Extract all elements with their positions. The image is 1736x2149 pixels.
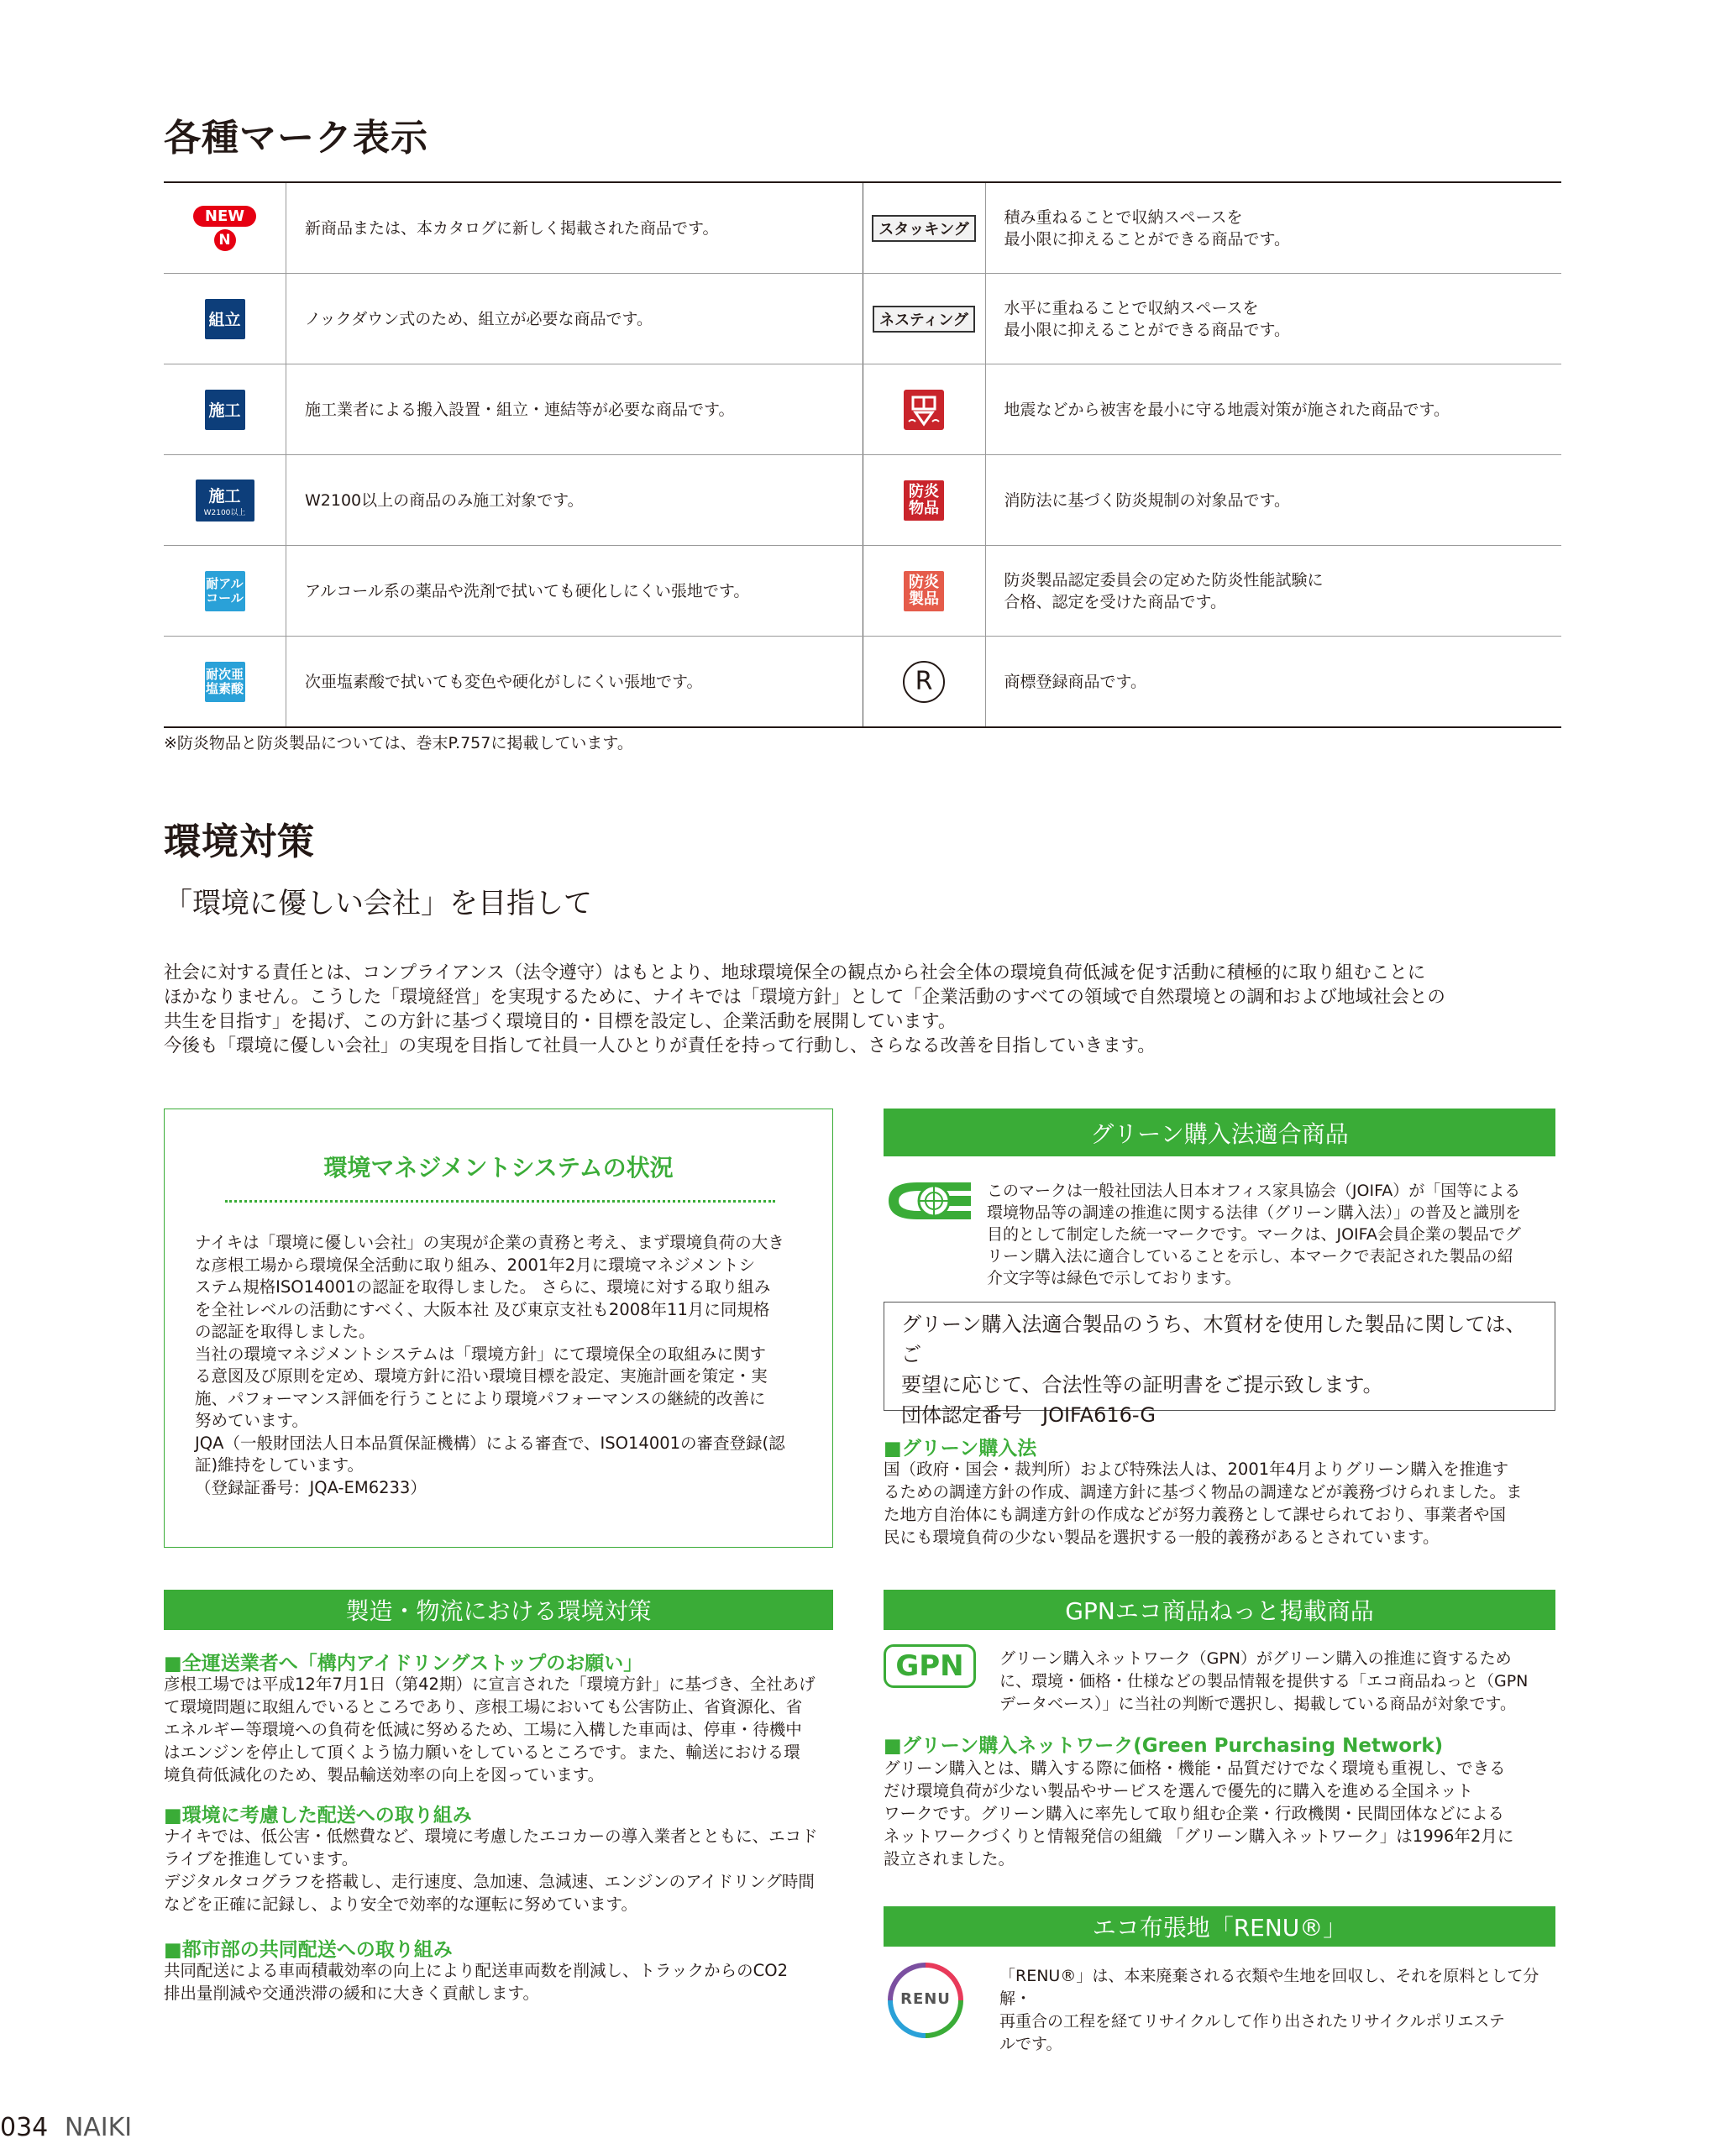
table-row bbox=[164, 273, 1561, 364]
page-number: 034 bbox=[0, 2113, 49, 2142]
nesting-icon: ネスティング bbox=[873, 306, 975, 333]
cert-box: グリーン購入法適合製品のうち、木質材を使用した製品に関しては、ご 要望に応じて、合法性等の証明書をご提示致します。 団体認定番号 JOIFA616-G bbox=[884, 1302, 1555, 1411]
mark-description: 消防法に基づく防炎規制の対象品です。 bbox=[1004, 490, 1290, 510]
new-mark-icon: NEW N bbox=[193, 206, 256, 251]
page-footer bbox=[0, 2113, 132, 2142]
table-row bbox=[164, 364, 1561, 454]
table-row bbox=[164, 545, 1561, 636]
mark-description: アルコール系の薬品や洗剤で拭いても硬化しにくい張地です。 bbox=[305, 581, 750, 600]
renu-text: 「RENU®」は、本来廃棄される衣類や生地を回収し、それを原料として分解・ 再重合の工程を経てリサイクルして作り出されたリサイクルポリエステ ルです。 bbox=[999, 1967, 1539, 2053]
mark-description: 水平に重ねることで収納スペースを 最小限に抑えることができる商品です。 bbox=[1004, 298, 1290, 339]
renu-band: エコ布張地「RENU®」 bbox=[884, 1906, 1555, 1947]
earthquake-icon bbox=[904, 390, 944, 430]
mark-description: ノックダウン式のため、組立が必要な商品です。 bbox=[305, 309, 653, 328]
table-row bbox=[164, 454, 1561, 545]
ems-body: ナイキは「環境に優しい会社」の実現が企業の責務と考え、まず環境負荷の大き な彦根工場から環境保全活動に取り組み、2001年2月に環境マネジメントシ ステム規格ISO14001の認証を取得しました。 さらに、環境に対する取り組み を全社レベルの活動にすべく、大阪本社 及び東京支社も2008年11月に同規格 の認証を取得しました。 当社の環境マネジメントシステムは「環境方針」にて環境保全の取組みに関す る意図及び原則を定め、環境方針に沿い環境目標を設定、実施計画を策定・実 施、パフォーマンス評価を行うことにより環境パフォーマンスの継続的改善に 努めています。 JQA（一般財団法人日本品質保証機構）による審査で、ISO14001の審査登録(認 証)維持をしています。 （登録証番号：JQA-EM6233） bbox=[195, 1233, 785, 1497]
fireproof-goods-icon: 防炎 物品 bbox=[904, 480, 944, 521]
ems-box bbox=[164, 1109, 833, 1548]
table-row bbox=[164, 636, 1561, 726]
gpn-net-text: グリーン購入とは、購入する際に価格・機能・品質だけでなく環境も重視し、できる だけ環境負荷が少ない製品やサービスを選んで優先的に購入を進める全国ネット ワークです。グリーン購入に率先して取り組む企業・行政機関・民間団体などによる ネットワークづくりと情報発信の組織 「グリーン購入ネットワーク」は1996年2月に 設立されました。 bbox=[884, 1759, 1514, 1869]
installation-icon: 施工 bbox=[205, 390, 245, 430]
logistics-heading: ■都市部の共同配送への取り組み bbox=[164, 1939, 453, 1961]
gpn-band: GPNエコ商品ねっと掲載商品 bbox=[884, 1590, 1555, 1630]
mark-description: 防炎製品認定委員会の定めた防炎性能試験に 合格、認定を受けた商品です。 bbox=[1004, 570, 1324, 611]
logistics-text: 共同配送による車両積載効率の向上により配送車両数を削減し、トラックからのCO2 排出量削減や交通渋滞の緩和に大きく貢献します。 bbox=[164, 1961, 788, 2003]
env-lead: 「環境に優しい会社」を目指して bbox=[164, 887, 592, 920]
env-title: 環境対策 bbox=[164, 820, 315, 863]
gpn-net-heading: ■グリーン購入ネットワーク(Green Purchasing Network) bbox=[884, 1735, 1444, 1757]
logistics-heading: ■全運送業者へ「構内アイドリングストップのお願い」 bbox=[164, 1653, 643, 1675]
fireproof-products-icon: 防炎 製品 bbox=[904, 571, 944, 611]
assembly-icon: 組立 bbox=[205, 299, 245, 339]
hypochlorous-resistant-icon: 耐次亜 塩素酸 bbox=[205, 662, 245, 702]
mark-description: 地震などから被害を最小に守る地震対策が施された商品です。 bbox=[1004, 400, 1450, 419]
green-band: グリーン購入法適合商品 bbox=[884, 1109, 1555, 1156]
divider bbox=[225, 1200, 775, 1203]
ems-title: 環境マネジメントシステムの状況 bbox=[323, 1154, 674, 1182]
green-mark-icon bbox=[884, 1177, 976, 1228]
green-law-text: 国（政府・国会・裁判所）および特殊法人は、2001年4月よりグリーン購入を推進す るための調達方針の作成、調達方針に基づく物品の調達などが義務づけられました。ま た地方自治体にも調達方針の作成などが努力義務として課せられており、事業者や国 民にも環境負荷の少ない製品を選択する一般的義務があるとされています。 bbox=[884, 1460, 1523, 1547]
stacking-icon: スタッキング bbox=[872, 215, 975, 242]
env-intro: 社会に対する責任とは、コンプライアンス（法令遵守）はもとより、地球環境保全の観点から社会全体の環境負荷低減を促す活動に積極的に取り組むことに ほかなりません。こうした「環境経営」を実現するために、ナイキでは「環境方針」として「企業活動のすべての領域で自然環境との調和および地域社会との 共生を目指す」を掲げ、この方針に基づく環境目的・目標を設定し、企業活動を展開しています。 今後も「環境に優しい会社」の実現を目指して社員一人ひとりが責任を持って行動し、さらなる改善を目指していきます。 bbox=[164, 962, 1445, 1056]
gpn-logo-icon: GPN bbox=[884, 1644, 976, 1688]
mark-description: 積み重ねることで収納スペースを 最小限に抑えることができる商品です。 bbox=[1004, 207, 1290, 249]
logistics-heading: ■環境に考慮した配送への取り組み bbox=[164, 1805, 472, 1827]
gpn-text: グリーン購入ネットワーク（GPN）がグリーン購入の推進に資するため に、環境・価格・仕様などの製品情報を提供する「エコ商品ねっと（GPN データベース）」に当社の判断で選択し、掲載している商品が対象です。 bbox=[999, 1649, 1529, 1713]
marks-table bbox=[164, 181, 1561, 728]
alcohol-resistant-icon: 耐アル コール bbox=[205, 571, 245, 611]
marks-note: ※防炎物品と防炎製品については、巻末P.757に掲載しています。 bbox=[164, 734, 633, 752]
mark-description: 商標登録商品です。 bbox=[1004, 672, 1146, 691]
registered-trademark-icon: R bbox=[903, 661, 945, 703]
mark-description: 新商品または、本カタログに新しく掲載された商品です。 bbox=[305, 218, 719, 238]
mark-description: W2100以上の商品のみ施工対象です。 bbox=[305, 490, 584, 510]
green-law-heading: ■グリーン購入法 bbox=[884, 1438, 1037, 1460]
marks-title: 各種マーク表示 bbox=[164, 117, 428, 160]
renu-logo-icon: RENU bbox=[884, 1958, 968, 2042]
table-row bbox=[164, 183, 1561, 273]
mark-description: 次亜塩素酸で拭いても変色や硬化がしにくい張地です。 bbox=[305, 672, 703, 691]
mark-description: 施工業者による搬入設置・組立・連結等が必要な商品です。 bbox=[305, 400, 735, 419]
installation-w2100-icon: 施工 W2100以上 bbox=[196, 480, 254, 522]
brand-name: NAIKI bbox=[64, 2113, 133, 2142]
logistics-text: 彦根工場では平成12年7月1日（第42期）に宣言された「環境方針」に基づき、全社あげ て環境問題に取組んでいるところであり、彦根工場においても公害防止、省資源化、省 エネルギー等環境への負荷を低減に努めるため、工場に入構した車両は、停車・待機中 はエンジンを停止して頂くよう協力願いをしているところです。また、輸送における環 境負荷低減化のため、製品輸送効率の向上を図っています。 bbox=[164, 1675, 816, 1785]
logistics-text: ナイキでは、低公害・低燃費など、環境に考慮したエコカーの導入業者とともに、エコド ライブを推進しています。 デジタルタコグラフを搭載し、走行速度、急加速、急減速、エンジンのアイドリング時間 などを正確に記録し、より安全で効率的な運転に努めています。 bbox=[164, 1827, 818, 1914]
logistics-band: 製造・物流における環境対策 bbox=[164, 1590, 833, 1630]
green-text: このマークは一般社団法人日本オフィス家具協会（JOIFA）が「国等による 環境物品等の調達の推進に関する法律（グリーン購入法）」の普及と識別を 目的として制定した統一マークです。マークは、JOIFA会員企業の製品でグ リーン購入法に適合していることを示し、本マークで表記された製品の紹 介文字等は緑色で示しております。 bbox=[987, 1182, 1522, 1287]
